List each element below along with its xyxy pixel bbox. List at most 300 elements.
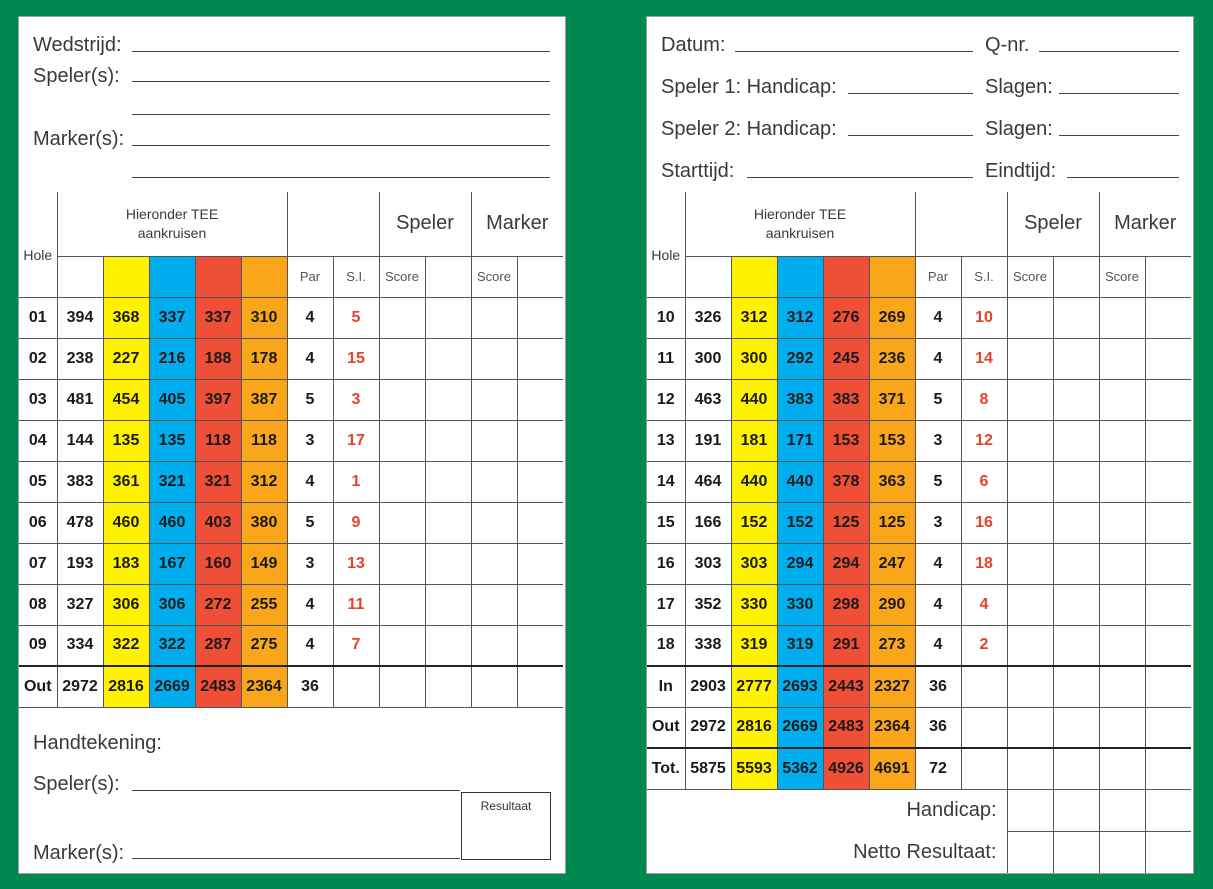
- si-value: 6: [961, 461, 1007, 502]
- tee-yellow-distance: 306: [103, 584, 149, 625]
- handicap-marker-extra-cell[interactable]: [1145, 789, 1191, 831]
- speler-score-cell[interactable]: [379, 297, 425, 338]
- marker-extra-cell[interactable]: [517, 502, 563, 543]
- tee-blue-distance: 383: [777, 379, 823, 420]
- marker-score-cell[interactable]: [1099, 584, 1145, 625]
- speler-score-cell[interactable]: [1007, 461, 1053, 502]
- marker-total-cell[interactable]: [1099, 748, 1145, 789]
- tee-blue-header[interactable]: [149, 256, 195, 297]
- speler-score-cell[interactable]: [379, 625, 425, 666]
- tee-orange-header[interactable]: [869, 256, 915, 297]
- marker-score-cell[interactable]: [471, 584, 517, 625]
- tee-yellow-header[interactable]: [731, 256, 777, 297]
- si-header: S.I.: [333, 256, 379, 297]
- speler-total-cell[interactable]: [379, 666, 425, 707]
- speler-extra-header: [425, 256, 471, 297]
- totals-row: [647, 666, 1191, 707]
- hole-row: [19, 461, 563, 502]
- hole-row: [647, 584, 1191, 625]
- speler-total-cell[interactable]: [1007, 748, 1053, 789]
- tee-red-distance: 294: [823, 543, 869, 584]
- marker-extra-cell[interactable]: [517, 338, 563, 379]
- par-value: 4: [915, 625, 961, 666]
- marker-extra-cell[interactable]: [1145, 461, 1191, 502]
- speler1-handicap-field[interactable]: [848, 93, 973, 94]
- marker-extra-cell[interactable]: [1145, 297, 1191, 338]
- marker-total-cell[interactable]: [1099, 666, 1145, 707]
- marker-extra-cell[interactable]: [517, 420, 563, 461]
- speler-score-cell[interactable]: [379, 338, 425, 379]
- resultaat-box[interactable]: [461, 792, 551, 860]
- tee-yellow-distance: 440: [731, 379, 777, 420]
- tee-red-header[interactable]: [823, 256, 869, 297]
- front-nine-table: [19, 192, 563, 708]
- totals-label: In: [647, 666, 685, 707]
- speler-extra-cell[interactable]: [425, 420, 471, 461]
- tee-blue-distance: 319: [777, 625, 823, 666]
- slagen2-field[interactable]: [1059, 135, 1179, 136]
- tee-orange-distance: 290: [869, 584, 915, 625]
- par-header: Par: [915, 256, 961, 297]
- hole-number: 04: [19, 420, 57, 461]
- tee-red-total: 2483: [823, 707, 869, 748]
- marker-extra-cell[interactable]: [517, 461, 563, 502]
- netto-resultaat-speler-extra-cell[interactable]: [1053, 831, 1099, 873]
- tee-blue-distance: 460: [149, 502, 195, 543]
- markers-field-2[interactable]: [132, 177, 550, 178]
- hole-number: 10: [647, 297, 685, 338]
- tee-yellow-distance: 303: [731, 543, 777, 584]
- hole-row: [647, 420, 1191, 461]
- hole-number: 14: [647, 461, 685, 502]
- tee-red-distance: 337: [195, 297, 241, 338]
- par-total: 36: [915, 707, 961, 748]
- tee-blue-total: 2693: [777, 666, 823, 707]
- speler-extra-cell[interactable]: [425, 625, 471, 666]
- tee-yellow-distance: 181: [731, 420, 777, 461]
- par-si-header-blank: [287, 192, 379, 256]
- marker-total-cell[interactable]: [1099, 707, 1145, 748]
- tee-blue-distance: 306: [149, 584, 195, 625]
- tee-white-total: 2972: [685, 707, 731, 748]
- tee-blue-distance: 292: [777, 338, 823, 379]
- si-value: 8: [961, 379, 1007, 420]
- datum-field[interactable]: [735, 51, 973, 52]
- hole-row: [19, 502, 563, 543]
- speler-score-header: Score: [379, 256, 425, 297]
- si-blank: [961, 666, 1007, 707]
- hole-number: 07: [19, 543, 57, 584]
- hole-number: 05: [19, 461, 57, 502]
- tee-red-distance: 153: [823, 420, 869, 461]
- tee-yellow-total: 5593: [731, 748, 777, 789]
- tee-orange-distance: 380: [241, 502, 287, 543]
- si-value: 3: [333, 379, 379, 420]
- hole-row: [19, 420, 563, 461]
- marker-extra-total-cell[interactable]: [1145, 707, 1191, 748]
- marker-extra-total-cell[interactable]: [517, 666, 563, 707]
- hole-row: [647, 379, 1191, 420]
- handtekening-label: Handtekening:: [33, 732, 162, 754]
- tee-white-distance: 300: [685, 338, 731, 379]
- totals-label: Tot.: [647, 748, 685, 789]
- tee-white-distance: 383: [57, 461, 103, 502]
- speler-score-header: Score: [1007, 256, 1053, 297]
- spelers-field-2[interactable]: [132, 114, 550, 115]
- tee-yellow-distance: 312: [731, 297, 777, 338]
- marker-extra-cell[interactable]: [1145, 420, 1191, 461]
- tee-white-distance: 394: [57, 297, 103, 338]
- speler-extra-cell[interactable]: [1053, 543, 1099, 584]
- datum-label: Datum:: [661, 34, 726, 56]
- signature-spelers-label: Speler(s):: [33, 773, 120, 795]
- tee-header-text: Hieronder TEE aankruisen: [753, 205, 847, 241]
- tee-header: [685, 192, 915, 256]
- speler-extra-cell[interactable]: [1053, 502, 1099, 543]
- hole-number: 15: [647, 502, 685, 543]
- tee-orange-distance: 255: [241, 584, 287, 625]
- totals-row: [647, 748, 1191, 789]
- tee-yellow-distance: 460: [103, 502, 149, 543]
- tee-yellow-distance: 440: [731, 461, 777, 502]
- marker-extra-cell[interactable]: [1145, 625, 1191, 666]
- si-value: 5: [333, 297, 379, 338]
- starttijd-label: Starttijd:: [661, 160, 735, 182]
- starttijd-field[interactable]: [747, 177, 973, 178]
- speler-total-cell[interactable]: [1007, 666, 1053, 707]
- tee-blue-header[interactable]: [777, 256, 823, 297]
- hole-number: 11: [647, 338, 685, 379]
- wedstrijd-field[interactable]: [132, 51, 550, 52]
- totals-row: [647, 707, 1191, 748]
- marker-extra-cell[interactable]: [1145, 543, 1191, 584]
- hole-number: 12: [647, 379, 685, 420]
- marker-extra-cell[interactable]: [1145, 502, 1191, 543]
- speler-extra-cell[interactable]: [1053, 297, 1099, 338]
- handicap-row: [647, 789, 1191, 831]
- tee-red-total: 2443: [823, 666, 869, 707]
- marker-extra-total-cell[interactable]: [1145, 748, 1191, 789]
- tee-red-distance: 321: [195, 461, 241, 502]
- hole-row: [19, 338, 563, 379]
- speler-score-cell[interactable]: [1007, 625, 1053, 666]
- par-total: 36: [915, 666, 961, 707]
- marker-score-cell[interactable]: [1099, 502, 1145, 543]
- tee-red-distance: 276: [823, 297, 869, 338]
- netto-resultaat-marker-extra-cell[interactable]: [1145, 831, 1191, 873]
- hole-row: [19, 379, 563, 420]
- tee-white-distance: 481: [57, 379, 103, 420]
- tee-orange-distance: 153: [869, 420, 915, 461]
- speler-extra-cell[interactable]: [425, 584, 471, 625]
- speler-extra-total-cell[interactable]: [425, 666, 471, 707]
- qnr-label: Q-nr.: [985, 34, 1030, 56]
- speler-extra-cell[interactable]: [1053, 461, 1099, 502]
- marker-extra-cell[interactable]: [1145, 584, 1191, 625]
- par-value: 5: [915, 379, 961, 420]
- marker-score-cell[interactable]: [471, 420, 517, 461]
- hole-number: 16: [647, 543, 685, 584]
- marker-score-cell[interactable]: [471, 338, 517, 379]
- hole-row: [647, 297, 1191, 338]
- speler-score-cell[interactable]: [379, 461, 425, 502]
- tee-white-distance: 144: [57, 420, 103, 461]
- tee-red-distance: 188: [195, 338, 241, 379]
- tee-orange-distance: 275: [241, 625, 287, 666]
- tee-red-distance: 160: [195, 543, 241, 584]
- tee-orange-total: 2364: [241, 666, 287, 707]
- tee-white-distance: 326: [685, 297, 731, 338]
- tee-red-distance: 403: [195, 502, 241, 543]
- speler-header: Speler: [1007, 192, 1099, 256]
- speler-score-cell[interactable]: [1007, 297, 1053, 338]
- marker-score-cell[interactable]: [1099, 379, 1145, 420]
- marker-score-cell[interactable]: [1099, 625, 1145, 666]
- totals-label: Out: [647, 707, 685, 748]
- par-value: 5: [287, 379, 333, 420]
- par-header: Par: [287, 256, 333, 297]
- tee-orange-total: 2327: [869, 666, 915, 707]
- tee-orange-distance: 125: [869, 502, 915, 543]
- speler-extra-cell[interactable]: [425, 543, 471, 584]
- marker-score-cell[interactable]: [1099, 461, 1145, 502]
- si-blank: [961, 748, 1007, 789]
- si-value: 18: [961, 543, 1007, 584]
- tee-white-distance: 327: [57, 584, 103, 625]
- tee-orange-distance: 118: [241, 420, 287, 461]
- speler-extra-total-cell[interactable]: [1053, 666, 1099, 707]
- par-value: 5: [287, 502, 333, 543]
- marker-score-cell[interactable]: [1099, 338, 1145, 379]
- speler-header: Speler: [379, 192, 471, 256]
- tee-blue-distance: 321: [149, 461, 195, 502]
- speler-extra-total-cell[interactable]: [1053, 707, 1099, 748]
- marker-extra-cell[interactable]: [1145, 338, 1191, 379]
- si-header: S.I.: [961, 256, 1007, 297]
- speler-score-cell[interactable]: [1007, 379, 1053, 420]
- tee-white-distance: 193: [57, 543, 103, 584]
- netto-resultaat-speler-score-cell[interactable]: [1007, 831, 1053, 873]
- speler-extra-cell[interactable]: [1053, 420, 1099, 461]
- markers-field[interactable]: [132, 145, 550, 146]
- speler-extra-cell[interactable]: [425, 297, 471, 338]
- tee-blue-distance: 171: [777, 420, 823, 461]
- signature-markers-field[interactable]: [132, 858, 460, 859]
- si-value: 11: [333, 584, 379, 625]
- tee-yellow-header[interactable]: [103, 256, 149, 297]
- eindtijd-field[interactable]: [1067, 177, 1179, 178]
- marker-score-cell[interactable]: [1099, 297, 1145, 338]
- hole-number: 06: [19, 502, 57, 543]
- tee-orange-distance: 273: [869, 625, 915, 666]
- tee-blue-total: 5362: [777, 748, 823, 789]
- par-si-header-blank: [915, 192, 1007, 256]
- speler-extra-cell[interactable]: [425, 379, 471, 420]
- slagen1-label: Slagen:: [985, 76, 1053, 98]
- par-value: 4: [287, 584, 333, 625]
- resultaat-label: Resultaat: [480, 799, 532, 813]
- tee-red-total: 4926: [823, 748, 869, 789]
- marker-extra-cell[interactable]: [517, 625, 563, 666]
- hole-number: 09: [19, 625, 57, 666]
- si-value: 7: [333, 625, 379, 666]
- tee-blue-total: 2669: [149, 666, 195, 707]
- marker-extra-cell[interactable]: [517, 543, 563, 584]
- handicap-speler-extra-cell[interactable]: [1053, 789, 1099, 831]
- tee-yellow-distance: 300: [731, 338, 777, 379]
- si-value: 10: [961, 297, 1007, 338]
- tee-orange-distance: 312: [241, 461, 287, 502]
- speler-score-cell[interactable]: [379, 502, 425, 543]
- tee-white-distance: 238: [57, 338, 103, 379]
- hole-header: Hole: [647, 192, 685, 297]
- hole-row: [647, 502, 1191, 543]
- speler-score-cell[interactable]: [1007, 584, 1053, 625]
- speler-score-cell[interactable]: [1007, 502, 1053, 543]
- spelers-field[interactable]: [132, 81, 550, 82]
- par-value: 4: [915, 338, 961, 379]
- tee-yellow-distance: 319: [731, 625, 777, 666]
- tee-yellow-distance: 330: [731, 584, 777, 625]
- netto-resultaat-marker-score-cell[interactable]: [1099, 831, 1145, 873]
- tee-white-distance: 338: [685, 625, 731, 666]
- tee-white-total: 2903: [685, 666, 731, 707]
- handicap-marker-score-cell[interactable]: [1099, 789, 1145, 831]
- hole-row: [19, 625, 563, 666]
- tee-red-distance: 383: [823, 379, 869, 420]
- signature-spelers-field[interactable]: [132, 790, 460, 791]
- handicap-label: Handicap:: [647, 789, 1007, 831]
- tee-yellow-total: 2777: [731, 666, 777, 707]
- marker-score-cell[interactable]: [471, 461, 517, 502]
- hole-number: 13: [647, 420, 685, 461]
- speler-extra-cell[interactable]: [1053, 625, 1099, 666]
- marker-extra-cell[interactable]: [517, 584, 563, 625]
- speler-extra-cell[interactable]: [1053, 379, 1099, 420]
- tee-orange-distance: 387: [241, 379, 287, 420]
- back-nine-table: [647, 192, 1191, 874]
- si-blank: [333, 666, 379, 707]
- qnr-field[interactable]: [1039, 51, 1179, 52]
- tee-red-distance: 397: [195, 379, 241, 420]
- tee-orange-header[interactable]: [241, 256, 287, 297]
- si-value: 12: [961, 420, 1007, 461]
- tee-red-distance: 272: [195, 584, 241, 625]
- si-value: 4: [961, 584, 1007, 625]
- netto-resultaat-label: Netto Resultaat:: [647, 831, 1007, 873]
- netto-resultaat-row: [647, 831, 1191, 873]
- speler-score-cell[interactable]: [1007, 420, 1053, 461]
- marker-score-cell[interactable]: [1099, 420, 1145, 461]
- tee-white-header: [57, 256, 103, 297]
- marker-total-cell[interactable]: [471, 666, 517, 707]
- marker-extra-cell[interactable]: [517, 379, 563, 420]
- hole-number: 03: [19, 379, 57, 420]
- si-value: 17: [333, 420, 379, 461]
- tee-white-distance: 352: [685, 584, 731, 625]
- tee-yellow-distance: 322: [103, 625, 149, 666]
- marker-extra-cell[interactable]: [1145, 379, 1191, 420]
- marker-score-cell[interactable]: [471, 502, 517, 543]
- par-total: 36: [287, 666, 333, 707]
- tee-red-distance: 125: [823, 502, 869, 543]
- tee-yellow-distance: 454: [103, 379, 149, 420]
- marker-header: Marker: [471, 192, 563, 256]
- eindtijd-label: Eindtijd:: [985, 160, 1057, 182]
- slagen2-label: Slagen:: [985, 118, 1053, 140]
- speler-score-cell[interactable]: [379, 379, 425, 420]
- tee-white-total: 2972: [57, 666, 103, 707]
- speler1-handicap-label: Speler 1: Handicap:: [661, 76, 837, 98]
- tee-red-header[interactable]: [195, 256, 241, 297]
- marker-extra-cell[interactable]: [517, 297, 563, 338]
- marker-header: Marker: [1099, 192, 1191, 256]
- tee-blue-distance: 322: [149, 625, 195, 666]
- speler-extra-cell[interactable]: [1053, 338, 1099, 379]
- par-value: 4: [287, 461, 333, 502]
- speler-extra-total-cell[interactable]: [1053, 748, 1099, 789]
- marker-extra-total-cell[interactable]: [1145, 666, 1191, 707]
- speler-score-cell[interactable]: [379, 584, 425, 625]
- signature-markers-label: Marker(s):: [33, 842, 125, 864]
- tee-blue-distance: 440: [777, 461, 823, 502]
- tee-orange-distance: 269: [869, 297, 915, 338]
- speler-score-cell[interactable]: [1007, 338, 1053, 379]
- tee-orange-distance: 178: [241, 338, 287, 379]
- speler-total-cell[interactable]: [1007, 707, 1053, 748]
- marker-extra-header: [1145, 256, 1191, 297]
- speler-extra-cell[interactable]: [425, 338, 471, 379]
- speler-score-cell[interactable]: [379, 543, 425, 584]
- marker-score-cell[interactable]: [1099, 543, 1145, 584]
- tee-red-distance: 245: [823, 338, 869, 379]
- scorecard-front-nine: [18, 16, 566, 874]
- par-value: 4: [287, 625, 333, 666]
- marker-score-cell[interactable]: [471, 379, 517, 420]
- hole-number: 01: [19, 297, 57, 338]
- speler2-handicap-field[interactable]: [848, 135, 973, 136]
- speler-extra-cell[interactable]: [425, 502, 471, 543]
- tee-blue-distance: 405: [149, 379, 195, 420]
- speler-extra-cell[interactable]: [1053, 584, 1099, 625]
- tee-red-distance: 291: [823, 625, 869, 666]
- hole-number: 08: [19, 584, 57, 625]
- marker-score-cell[interactable]: [471, 543, 517, 584]
- tee-yellow-distance: 183: [103, 543, 149, 584]
- tee-orange-distance: 310: [241, 297, 287, 338]
- tee-yellow-distance: 135: [103, 420, 149, 461]
- tee-white-distance: 334: [57, 625, 103, 666]
- marker-score-cell[interactable]: [471, 297, 517, 338]
- marker-extra-header: [517, 256, 563, 297]
- tee-white-distance: 191: [685, 420, 731, 461]
- speler-extra-cell[interactable]: [425, 461, 471, 502]
- speler-score-cell[interactable]: [1007, 543, 1053, 584]
- tee-orange-distance: 149: [241, 543, 287, 584]
- par-value: 4: [915, 297, 961, 338]
- slagen1-field[interactable]: [1059, 93, 1179, 94]
- si-value: 2: [961, 625, 1007, 666]
- handicap-speler-score-cell[interactable]: [1007, 789, 1053, 831]
- marker-score-cell[interactable]: [471, 625, 517, 666]
- si-value: 14: [961, 338, 1007, 379]
- hole-row: [19, 584, 563, 625]
- tee-white-distance: 463: [685, 379, 731, 420]
- speler2-handicap-label: Speler 2: Handicap:: [661, 118, 837, 140]
- speler-score-cell[interactable]: [379, 420, 425, 461]
- totals-row: [19, 666, 563, 707]
- si-value: 1: [333, 461, 379, 502]
